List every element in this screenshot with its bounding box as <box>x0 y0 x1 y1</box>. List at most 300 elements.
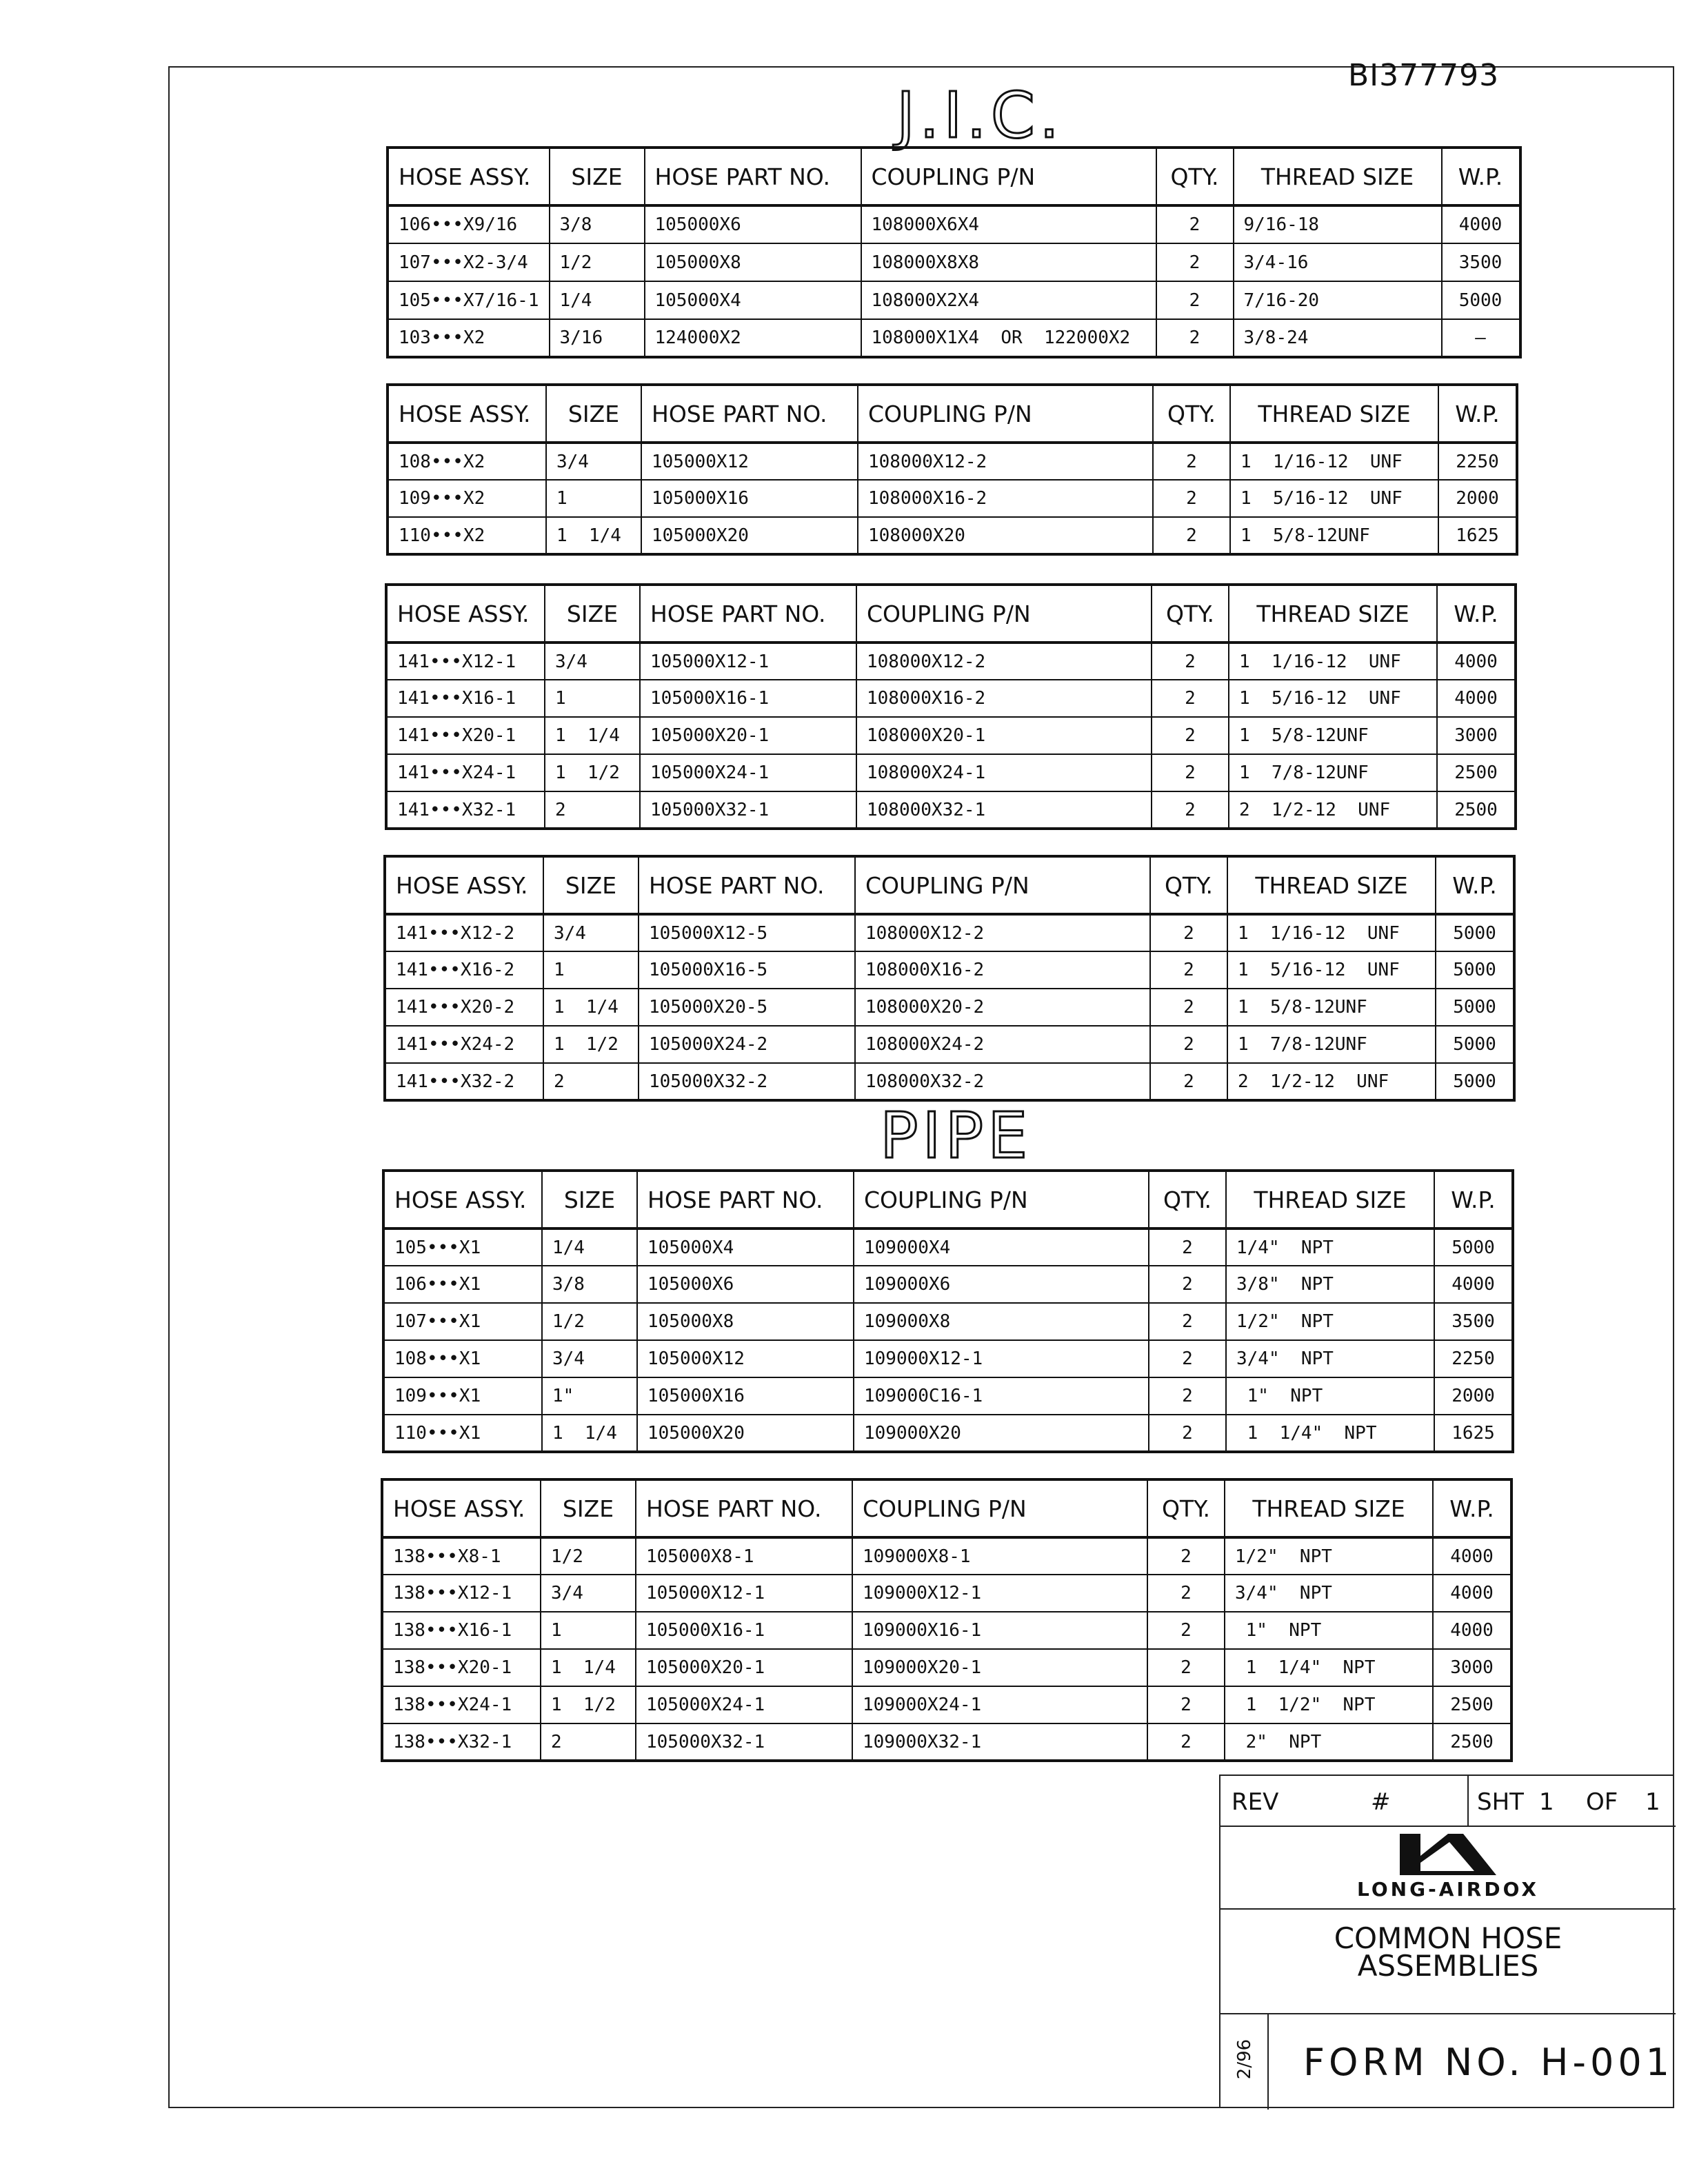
cell-hose-part-no: 105000X8 <box>645 243 861 281</box>
pipe-section-heading: PIPE <box>880 1099 1032 1173</box>
cell-coupling-pn: 109000X16-1 <box>852 1612 1147 1649</box>
cell-hose-assy: 141•••X20-1 <box>386 717 545 754</box>
header-row <box>383 1171 1513 1228</box>
column-header-size: SIZE <box>546 385 641 443</box>
cell-thread-size: 1/2" NPT <box>1225 1537 1433 1575</box>
cell-hose-part-no: 105000X24-1 <box>640 754 856 791</box>
cell-hose-assy: 138•••X24-1 <box>382 1686 541 1723</box>
cell-hose-assy: 106•••X1 <box>383 1266 542 1303</box>
cell-thread-size: 9/16-18 <box>1234 205 1442 243</box>
cell-size: 3/4 <box>545 643 640 680</box>
cell-thread-size: 1 1/4" NPT <box>1226 1415 1434 1452</box>
cell-hose-assy: 105•••X1 <box>383 1228 542 1266</box>
cell-size: 3/4 <box>541 1575 636 1612</box>
cell-qty: 2 <box>1156 319 1234 357</box>
cell-coupling-pn: 108000X32-2 <box>855 1063 1150 1100</box>
cell-wp: 2250 <box>1434 1340 1513 1377</box>
cell-hose-part-no: 105000X20 <box>637 1415 854 1452</box>
cell-qty: 2 <box>1149 1377 1226 1415</box>
cell-hose-assy: 141•••X32-1 <box>386 791 545 829</box>
column-header-hose-assy: HOSE ASSY. <box>386 585 545 643</box>
cell-wp: 5000 <box>1436 914 1514 951</box>
cell-thread-size: 3/4" NPT <box>1225 1575 1433 1612</box>
cell-hose-part-no: 105000X16 <box>637 1377 854 1415</box>
column-header-wp: W.P. <box>1442 148 1520 205</box>
cell-wp: 3500 <box>1442 243 1520 281</box>
table-row <box>383 1228 1513 1266</box>
table-row <box>386 754 1516 791</box>
column-header-size: SIZE <box>542 1171 637 1228</box>
cell-qty: 2 <box>1152 791 1229 829</box>
cell-qty: 2 <box>1153 480 1230 517</box>
cell-wp: 1625 <box>1434 1415 1513 1452</box>
cell-size: 1/2 <box>550 243 645 281</box>
cell-hose-assy: 106•••X9/16 <box>388 205 550 243</box>
column-header-coupling-pn: COUPLING P/N <box>852 1479 1147 1537</box>
revision-cell <box>1220 1776 1469 1827</box>
column-header-qty: QTY. <box>1150 856 1227 914</box>
column-header-wp: W.P. <box>1438 385 1517 443</box>
cell-size: 1 1/4 <box>546 517 641 554</box>
column-header-hose-assy: HOSE ASSY. <box>388 148 550 205</box>
cell-qty: 2 <box>1152 680 1229 717</box>
cell-wp: 3500 <box>1434 1303 1513 1340</box>
cell-hose-part-no: 105000X12-5 <box>639 914 855 951</box>
cell-wp: 5000 <box>1436 1063 1514 1100</box>
jic-table-2 <box>386 383 1518 556</box>
cell-size: 1 <box>541 1612 636 1649</box>
cell-coupling-pn: 108000X2X4 <box>861 281 1156 319</box>
column-header-thread-size: THREAD SIZE <box>1229 585 1437 643</box>
table-row <box>383 1266 1513 1303</box>
cell-wp: 2000 <box>1438 480 1517 517</box>
column-header-hose-part-no: HOSE PART NO. <box>641 385 858 443</box>
cell-hose-assy: 141•••X12-2 <box>385 914 543 951</box>
cell-thread-size: 3/4-16 <box>1234 243 1442 281</box>
cell-hose-assy: 138•••X20-1 <box>382 1649 541 1686</box>
column-header-wp: W.P. <box>1434 1171 1513 1228</box>
cell-qty: 2 <box>1152 717 1229 754</box>
cell-thread-size: 1 5/16-12 UNF <box>1229 680 1437 717</box>
table-row <box>383 1415 1513 1452</box>
cell-coupling-pn: 108000X16-2 <box>856 680 1152 717</box>
cell-coupling-pn: 108000X32-1 <box>856 791 1152 829</box>
column-header-qty: QTY. <box>1152 585 1229 643</box>
cell-qty: 2 <box>1147 1649 1225 1686</box>
cell-qty: 2 <box>1147 1612 1225 1649</box>
cell-coupling-pn: 108000X12-2 <box>858 443 1153 480</box>
column-header-hose-part-no: HOSE PART NO. <box>636 1479 852 1537</box>
column-header-thread-size: THREAD SIZE <box>1226 1171 1434 1228</box>
cell-hose-part-no: 105000X4 <box>637 1228 854 1266</box>
cell-hose-part-no: 105000X20-5 <box>639 989 855 1026</box>
cell-size: 1 1/2 <box>541 1686 636 1723</box>
column-header-thread-size: THREAD SIZE <box>1230 385 1438 443</box>
cell-coupling-pn: 109000X32-1 <box>852 1723 1147 1761</box>
title-block <box>1219 1775 1674 2108</box>
cell-coupling-pn: 108000X24-1 <box>856 754 1152 791</box>
column-header-hose-part-no: HOSE PART NO. <box>645 148 861 205</box>
cell-wp: 5000 <box>1436 989 1514 1026</box>
cell-wp: 3000 <box>1437 717 1516 754</box>
header-row <box>385 856 1514 914</box>
table-row <box>386 717 1516 754</box>
cell-wp: 5000 <box>1434 1228 1513 1266</box>
cell-qty: 2 <box>1150 1026 1227 1063</box>
cell-size: 1 1/4 <box>543 989 639 1026</box>
table-row <box>385 951 1514 989</box>
cell-thread-size: 1 5/8-12UNF <box>1227 989 1436 1026</box>
cell-qty: 2 <box>1153 443 1230 480</box>
cell-thread-size: 1 1/16-12 UNF <box>1227 914 1436 951</box>
cell-hose-assy: 138•••X16-1 <box>382 1612 541 1649</box>
cell-thread-size: 1/4" NPT <box>1226 1228 1434 1266</box>
cell-thread-size: 2" NPT <box>1225 1723 1433 1761</box>
table-row <box>385 1026 1514 1063</box>
cell-size: 3/4 <box>542 1340 637 1377</box>
header-row <box>388 148 1520 205</box>
cell-hose-part-no: 105000X12 <box>641 443 858 480</box>
cell-hose-part-no: 105000X20-1 <box>640 717 856 754</box>
cell-hose-assy: 108•••X2 <box>388 443 546 480</box>
cell-thread-size: 1 1/4" NPT <box>1225 1649 1433 1686</box>
cell-thread-size: 1/2" NPT <box>1226 1303 1434 1340</box>
column-header-coupling-pn: COUPLING P/N <box>855 856 1150 914</box>
column-header-coupling-pn: COUPLING P/N <box>858 385 1153 443</box>
cell-hose-part-no: 105000X16 <box>641 480 858 517</box>
cell-hose-assy: 103•••X2 <box>388 319 550 357</box>
cell-qty: 2 <box>1156 243 1234 281</box>
cell-qty: 2 <box>1153 517 1230 554</box>
column-header-wp: W.P. <box>1437 585 1516 643</box>
column-header-qty: QTY. <box>1156 148 1234 205</box>
cell-thread-size: 7/16-20 <box>1234 281 1442 319</box>
cell-coupling-pn: 109000X20-1 <box>852 1649 1147 1686</box>
cell-coupling-pn: 108000X20-1 <box>856 717 1152 754</box>
cell-qty: 2 <box>1147 1575 1225 1612</box>
cell-hose-assy: 141•••X24-1 <box>386 754 545 791</box>
cell-hose-assy: 138•••X8-1 <box>382 1537 541 1575</box>
cell-hose-part-no: 124000X2 <box>645 319 861 357</box>
cell-hose-part-no: 105000X20-1 <box>636 1649 852 1686</box>
cell-coupling-pn: 108000X1X4 OR 122000X2 <box>861 319 1156 357</box>
cell-hose-assy: 141•••X20-2 <box>385 989 543 1026</box>
cell-thread-size: 3/8" NPT <box>1226 1266 1434 1303</box>
table-row <box>385 989 1514 1026</box>
cell-hose-assy: 141•••X16-2 <box>385 951 543 989</box>
table-row <box>388 205 1520 243</box>
cell-thread-size: 3/4" NPT <box>1226 1340 1434 1377</box>
cell-hose-part-no: 105000X6 <box>645 205 861 243</box>
table-row <box>382 1686 1511 1723</box>
cell-wp: 2500 <box>1433 1723 1511 1761</box>
cell-hose-part-no: 105000X12-1 <box>636 1575 852 1612</box>
table-row <box>388 243 1520 281</box>
cell-thread-size: 3/8-24 <box>1234 319 1442 357</box>
cell-coupling-pn: 109000X4 <box>854 1228 1149 1266</box>
cell-size: 1 1/4 <box>541 1649 636 1686</box>
sheet-number: 1 <box>1539 1788 1554 1816</box>
column-header-hose-part-no: HOSE PART NO. <box>639 856 855 914</box>
cell-hose-assy: 105•••X7/16-1 <box>388 281 550 319</box>
cell-wp: 3000 <box>1433 1649 1511 1686</box>
cell-thread-size: 2 1/2-12 UNF <box>1227 1063 1436 1100</box>
cell-thread-size: 1" NPT <box>1225 1612 1433 1649</box>
cell-size: 2 <box>543 1063 639 1100</box>
cell-qty: 2 <box>1147 1537 1225 1575</box>
table-row <box>382 1723 1511 1761</box>
cell-size: 1 <box>543 951 639 989</box>
cell-qty: 2 <box>1150 989 1227 1026</box>
jic-section-heading: J.I.C. <box>896 79 1064 152</box>
cell-qty: 2 <box>1156 281 1234 319</box>
cell-wp: 4000 <box>1437 643 1516 680</box>
cell-hose-part-no: 105000X12-1 <box>640 643 856 680</box>
cell-qty: 2 <box>1149 1266 1226 1303</box>
cell-hose-assy: 109•••X1 <box>383 1377 542 1415</box>
cell-wp: – <box>1442 319 1520 357</box>
cell-qty: 2 <box>1149 1228 1226 1266</box>
cell-size: 3/8 <box>542 1266 637 1303</box>
cell-size: 1/2 <box>541 1537 636 1575</box>
cell-hose-assy: 107•••X1 <box>383 1303 542 1340</box>
cell-coupling-pn: 108000X8X8 <box>861 243 1156 281</box>
cell-thread-size: 1 5/8-12UNF <box>1230 517 1438 554</box>
cell-coupling-pn: 109000X20 <box>854 1415 1149 1452</box>
table-row <box>385 914 1514 951</box>
table-row <box>385 1063 1514 1100</box>
document-id: BI377793 <box>1348 58 1500 93</box>
cell-wp: 2500 <box>1437 791 1516 829</box>
cell-thread-size: 1 7/8-12UNF <box>1227 1026 1436 1063</box>
cell-wp: 4000 <box>1433 1612 1511 1649</box>
cell-wp: 2000 <box>1434 1377 1513 1415</box>
cell-hose-part-no: 105000X24-1 <box>636 1686 852 1723</box>
cell-coupling-pn: 108000X20 <box>858 517 1153 554</box>
header-row <box>388 385 1517 443</box>
jic-table-4 <box>383 855 1516 1102</box>
cell-size: 1 1/4 <box>545 717 640 754</box>
cell-coupling-pn: 108000X6X4 <box>861 205 1156 243</box>
cell-size: 1 1/2 <box>543 1026 639 1063</box>
cell-hose-assy: 110•••X1 <box>383 1415 542 1452</box>
table-row <box>383 1303 1513 1340</box>
rev-label: REV <box>1232 1788 1279 1816</box>
column-header-coupling-pn: COUPLING P/N <box>856 585 1152 643</box>
sheet-label: SHT <box>1477 1788 1524 1816</box>
table-row <box>388 443 1517 480</box>
column-header-hose-assy: HOSE ASSY. <box>382 1479 541 1537</box>
cell-size: 1/4 <box>542 1228 637 1266</box>
cell-qty: 2 <box>1147 1686 1225 1723</box>
column-header-hose-assy: HOSE ASSY. <box>388 385 546 443</box>
cell-qty: 2 <box>1150 1063 1227 1100</box>
table-row <box>382 1575 1511 1612</box>
cell-hose-assy: 108•••X1 <box>383 1340 542 1377</box>
cell-coupling-pn: 108000X24-2 <box>855 1026 1150 1063</box>
cell-hose-assy: 138•••X12-1 <box>382 1575 541 1612</box>
cell-size: 3/4 <box>543 914 639 951</box>
pipe-table-2 <box>381 1478 1513 1762</box>
cell-wp: 4000 <box>1437 680 1516 717</box>
column-header-coupling-pn: COUPLING P/N <box>854 1171 1149 1228</box>
cell-coupling-pn: 109000X12-1 <box>852 1575 1147 1612</box>
table-row <box>386 791 1516 829</box>
cell-coupling-pn: 108000X20-2 <box>855 989 1150 1026</box>
cell-hose-part-no: 105000X32-2 <box>639 1063 855 1100</box>
cell-size: 1 <box>545 680 640 717</box>
column-header-thread-size: THREAD SIZE <box>1227 856 1436 914</box>
column-header-qty: QTY. <box>1153 385 1230 443</box>
cell-wp: 4000 <box>1434 1266 1513 1303</box>
title-line-2: ASSEMBLIES <box>1357 1949 1539 1983</box>
column-header-hose-part-no: HOSE PART NO. <box>637 1171 854 1228</box>
column-header-thread-size: THREAD SIZE <box>1234 148 1442 205</box>
table-row <box>382 1649 1511 1686</box>
cell-thread-size: 1 5/16-12 UNF <box>1227 951 1436 989</box>
header-row <box>382 1479 1511 1537</box>
cell-wp: 5000 <box>1436 1026 1514 1063</box>
form-number: FORM NO. H-001 <box>1303 2041 1674 2084</box>
column-header-hose-assy: HOSE ASSY. <box>383 1171 542 1228</box>
jic-table-1 <box>386 146 1522 358</box>
cell-wp: 5000 <box>1436 951 1514 989</box>
cell-qty: 2 <box>1149 1303 1226 1340</box>
date-cell <box>1220 2014 1269 2110</box>
cell-qty: 2 <box>1150 951 1227 989</box>
cell-size: 1/4 <box>550 281 645 319</box>
cell-hose-part-no: 105000X16-1 <box>640 680 856 717</box>
cell-coupling-pn: 108000X16-2 <box>855 951 1150 989</box>
cell-thread-size: 1 5/8-12UNF <box>1229 717 1437 754</box>
cell-hose-part-no: 105000X32-1 <box>636 1723 852 1761</box>
rev-value: # <box>1371 1788 1391 1816</box>
cell-wp: 2250 <box>1438 443 1517 480</box>
cell-hose-assy: 109•••X2 <box>388 480 546 517</box>
sheet-cell <box>1469 1776 1676 1827</box>
cell-size: 2 <box>545 791 640 829</box>
table-row <box>388 480 1517 517</box>
cell-wp: 4000 <box>1433 1537 1511 1575</box>
cell-size: 3/16 <box>550 319 645 357</box>
cell-hose-assy: 107•••X2-3/4 <box>388 243 550 281</box>
of-label: OF <box>1586 1788 1618 1816</box>
cell-thread-size: 1 1/2" NPT <box>1225 1686 1433 1723</box>
cell-wp: 4000 <box>1442 205 1520 243</box>
cell-hose-part-no: 105000X16-5 <box>639 951 855 989</box>
cell-qty: 2 <box>1149 1340 1226 1377</box>
cell-hose-assy: 110•••X2 <box>388 517 546 554</box>
cell-qty: 2 <box>1150 914 1227 951</box>
cell-thread-size: 1" NPT <box>1226 1377 1434 1415</box>
cell-size: 1 1/4 <box>542 1415 637 1452</box>
column-header-wp: W.P. <box>1433 1479 1511 1537</box>
cell-hose-part-no: 105000X12 <box>637 1340 854 1377</box>
pipe-table-1 <box>382 1169 1514 1453</box>
column-header-qty: QTY. <box>1147 1479 1225 1537</box>
cell-wp: 2500 <box>1433 1686 1511 1723</box>
cell-coupling-pn: 109000X6 <box>854 1266 1149 1303</box>
table-row <box>386 680 1516 717</box>
cell-coupling-pn: 109000X8 <box>854 1303 1149 1340</box>
cell-size: 3/4 <box>546 443 641 480</box>
title-line-1: COMMON HOSE <box>1334 1921 1563 1955</box>
cell-hose-part-no: 105000X8 <box>637 1303 854 1340</box>
cell-qty: 2 <box>1147 1723 1225 1761</box>
column-header-coupling-pn: COUPLING P/N <box>861 148 1156 205</box>
cell-size: 1 1/2 <box>545 754 640 791</box>
cell-size: 2 <box>541 1723 636 1761</box>
cell-coupling-pn: 108000X16-2 <box>858 480 1153 517</box>
column-header-size: SIZE <box>545 585 640 643</box>
cell-hose-part-no: 105000X16-1 <box>636 1612 852 1649</box>
table-row <box>382 1612 1511 1649</box>
cell-wp: 4000 <box>1433 1575 1511 1612</box>
cell-hose-assy: 141•••X12-1 <box>386 643 545 680</box>
cell-wp: 5000 <box>1442 281 1520 319</box>
cell-thread-size: 1 1/16-12 UNF <box>1230 443 1438 480</box>
cell-qty: 2 <box>1149 1415 1226 1452</box>
cell-hose-part-no: 105000X24-2 <box>639 1026 855 1063</box>
company-logo-cell <box>1220 1827 1676 1910</box>
table-row <box>388 319 1520 357</box>
drawing-date: 2/96 <box>1234 2039 1256 2080</box>
cell-hose-part-no: 105000X6 <box>637 1266 854 1303</box>
cell-hose-assy: 141•••X24-2 <box>385 1026 543 1063</box>
table-row <box>388 517 1517 554</box>
column-header-hose-assy: HOSE ASSY. <box>385 856 543 914</box>
cell-thread-size: 1 1/16-12 UNF <box>1229 643 1437 680</box>
table-row <box>383 1377 1513 1415</box>
column-header-thread-size: THREAD SIZE <box>1225 1479 1433 1537</box>
cell-thread-size: 2 1/2-12 UNF <box>1229 791 1437 829</box>
cell-size: 1" <box>542 1377 637 1415</box>
cell-hose-assy: 138•••X32-1 <box>382 1723 541 1761</box>
cell-size: 1 <box>546 480 641 517</box>
jic-table-3 <box>385 583 1517 830</box>
cell-coupling-pn: 108000X12-2 <box>856 643 1152 680</box>
cell-coupling-pn: 109000X8-1 <box>852 1537 1147 1575</box>
column-header-wp: W.P. <box>1436 856 1514 914</box>
cell-hose-part-no: 105000X20 <box>641 517 858 554</box>
cell-qty: 2 <box>1152 643 1229 680</box>
column-header-size: SIZE <box>550 148 645 205</box>
cell-coupling-pn: 109000X12-1 <box>854 1340 1149 1377</box>
cell-coupling-pn: 108000X12-2 <box>855 914 1150 951</box>
brand-name: LONG-AIRDOX <box>1357 1878 1539 1901</box>
cell-size: 3/8 <box>550 205 645 243</box>
table-row <box>382 1537 1511 1575</box>
header-row <box>386 585 1516 643</box>
table-row <box>383 1340 1513 1377</box>
cell-qty: 2 <box>1156 205 1234 243</box>
cell-hose-part-no: 105000X32-1 <box>640 791 856 829</box>
cell-wp: 1625 <box>1438 517 1517 554</box>
cell-thread-size: 1 5/16-12 UNF <box>1230 480 1438 517</box>
cell-size: 1/2 <box>542 1303 637 1340</box>
cell-coupling-pn: 109000C16-1 <box>854 1377 1149 1415</box>
long-airdox-logo-icon <box>1393 1832 1503 1877</box>
column-header-hose-part-no: HOSE PART NO. <box>640 585 856 643</box>
cell-thread-size: 1 7/8-12UNF <box>1229 754 1437 791</box>
cell-coupling-pn: 109000X24-1 <box>852 1686 1147 1723</box>
column-header-size: SIZE <box>541 1479 636 1537</box>
drawing-title <box>1220 1910 1676 2014</box>
cell-hose-assy: 141•••X32-2 <box>385 1063 543 1100</box>
cell-hose-assy: 141•••X16-1 <box>386 680 545 717</box>
cell-wp: 2500 <box>1437 754 1516 791</box>
table-row <box>386 643 1516 680</box>
